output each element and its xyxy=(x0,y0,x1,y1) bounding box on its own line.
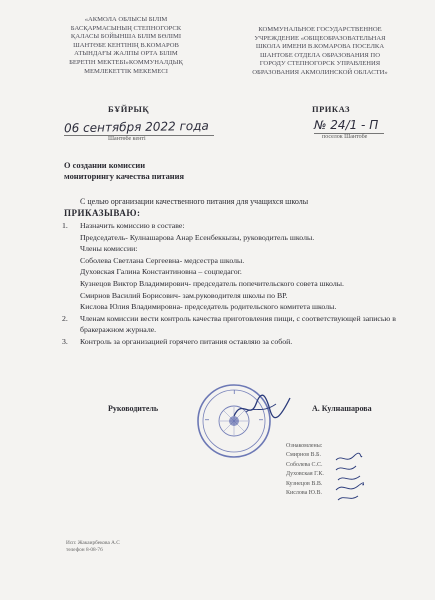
item-number: 1. xyxy=(62,221,68,230)
ack-name: Соболева С.С. xyxy=(286,461,323,468)
header-ru-line: ШКОЛА ИМЕНИ В.КОМАРОВА ПОСЕЛКА xyxy=(255,43,385,51)
acknowledgement-signatures xyxy=(334,452,364,504)
item-text: Контроль за организацией горячего питания оставляю за собой. xyxy=(80,336,293,346)
header-ru-line: ГОРОДУ СТЕПНОГОРСК УПРАВЛЕНИЯ xyxy=(259,60,381,68)
item-number: 3. xyxy=(62,336,68,346)
item-number: 2. xyxy=(62,313,68,323)
item-text: Назначить комиссию в составе: xyxy=(80,221,185,230)
header-kz-organization xyxy=(46,16,206,76)
header-ru-line: УЧРЕЖДЕНИЕ «ОБЩЕОБРАЗОВАТЕЛЬНАЯ xyxy=(254,34,386,42)
members-label: Члены комиссии: xyxy=(80,244,138,254)
commission-member: Кислова Юлия Владимировна- председатель родительского комитета школы. xyxy=(80,302,337,312)
header-kz-line: «АКМОЛА ОБЛЫСЫ БІЛІМ xyxy=(84,16,168,23)
subject-line: мониторингу качества питания xyxy=(64,171,184,181)
executor-phone: телефон 8-08-76 xyxy=(66,547,103,553)
place-ru: поселок Шантобе xyxy=(322,134,368,140)
footer-executor xyxy=(66,540,120,554)
ack-name: Кузнецов В.В. xyxy=(286,480,323,487)
ack-label: Ознакомлены: xyxy=(286,443,323,449)
header-kz-line: АТЫНДАҒЫ ЖАЛПЫ ОРТА БІЛІМ xyxy=(74,50,178,58)
order-item-1 xyxy=(62,220,422,232)
doc-type-ru: ПРИКАЗ xyxy=(312,104,350,114)
order-keyword: ПРИКАЗЫВАЮ: xyxy=(64,208,141,218)
subject-line: О создании комиссии xyxy=(64,161,146,170)
header-ru-line: ШАНТОБЕ ОТДЕЛА ОБРАЗОВАНИЯ ПО xyxy=(260,51,380,59)
ack-name: Кислова Ю.В. xyxy=(286,490,322,497)
signatory-role: Руководитель xyxy=(108,404,159,413)
order-item-2 xyxy=(62,313,422,336)
executor-name: Исп: Жакаирбекова А.С xyxy=(66,540,120,546)
header-kz-line: МЕМЛЕКЕТТІК МЕКЕМЕСІ xyxy=(84,67,168,75)
header-kz-line: ҚАЛАСЫ БОЙЫНША БІЛІМ БӨЛІМІ xyxy=(70,33,182,41)
commission-member: Кузнецов Виктор Владимирович- председатель попечительского совета школы. xyxy=(80,278,344,288)
acknowledgement-list xyxy=(286,442,324,498)
header-ru-line: КОММУНАЛЬНОЕ ГОСУДАРСТВЕННОЕ xyxy=(258,26,382,33)
commission-member: Соболева Светлана Сергеевна- медсестра школы. xyxy=(80,255,245,265)
order-subject xyxy=(64,161,184,182)
handwritten-order-number: № 24/1 - П xyxy=(314,118,379,132)
order-items xyxy=(62,220,422,348)
header-kz-line: БАСҚАРМАСЫНЫҢ СТЕПНОГОРСК xyxy=(70,24,182,32)
doc-type-kz: БҰЙРЫҚ xyxy=(108,104,150,114)
signatory-name: А. Кулнашарова xyxy=(312,404,372,413)
commission-member: Духовская Галина Константиновна – соцпедагог. xyxy=(80,267,242,277)
intro-text: С целью организации качественного питания для учащихся школы xyxy=(80,197,309,206)
item-text: Членам комиссии вести контроль качества приготовления пищи, с соответствующей записью в бракеражном журнале. xyxy=(80,313,396,335)
signature-scribble xyxy=(232,392,292,424)
place-kz: Шантөбе кенті xyxy=(108,136,146,142)
ack-name: Духовская Г.К. xyxy=(286,471,324,478)
header-kz-line: БЕРЕТІН МЕКТЕБІ»КОММУНАЛДЫҚ xyxy=(69,58,183,66)
commission-member: Смирнов Василий Борисович- зам.руководителя школы по ВР. xyxy=(80,290,288,300)
header-ru-organization xyxy=(230,26,410,78)
ack-name: Смирнов В.Б. xyxy=(286,452,322,459)
header-kz-line: ШАНТӨБЕ КЕНТІНІҢ В.КОМАРОВ xyxy=(73,41,179,49)
order-item-3 xyxy=(62,336,422,348)
header-ru-line: ОБРАЗОВАНИЯ АКМОЛИНСКОЙ ОБЛАСТИ» xyxy=(252,68,388,76)
commission-chair: Председатель- Кулнашарова Анар Есенбеккызы, руководитель школы. xyxy=(80,232,315,242)
handwritten-date: 06 сентября 2022 года xyxy=(63,118,209,136)
